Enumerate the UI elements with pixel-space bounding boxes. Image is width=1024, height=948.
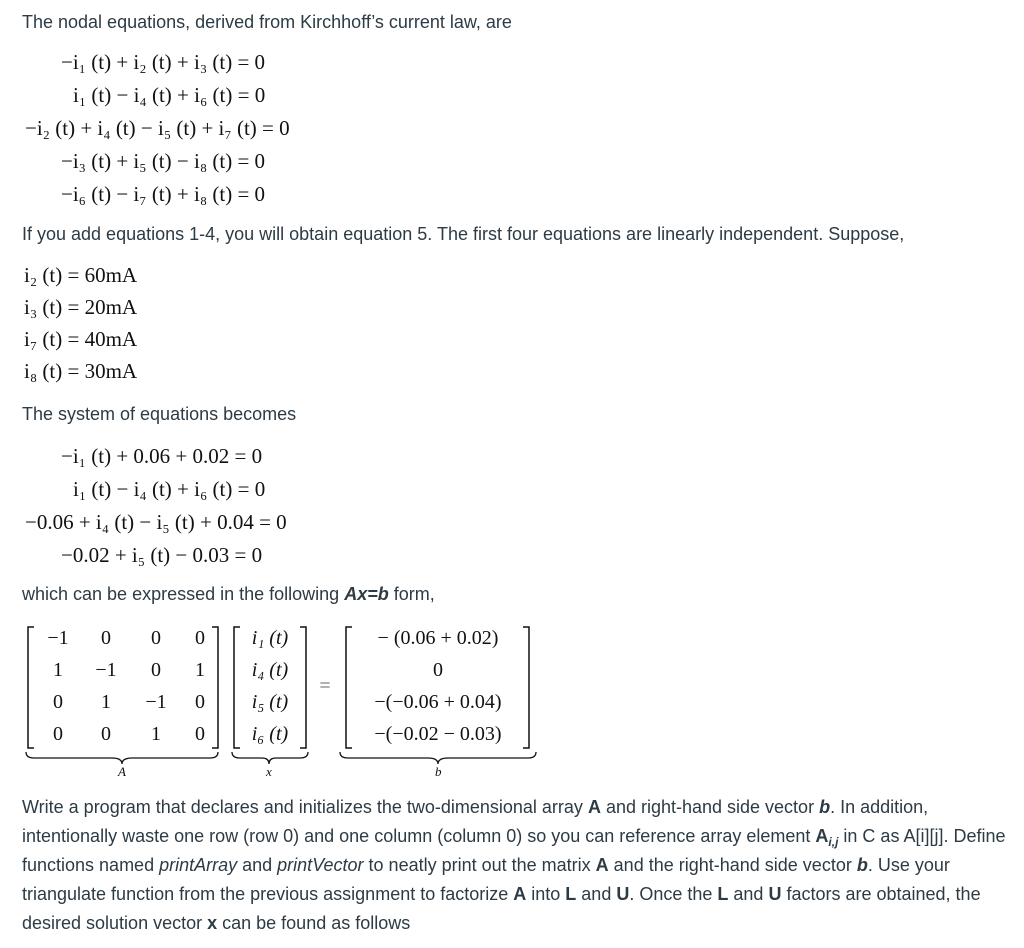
vector-b-entry: −(−0.06 + 0.04) — [374, 691, 502, 713]
matrix-a-cell: 0 — [53, 723, 63, 745]
matrix-a-cell: 0 — [195, 691, 205, 713]
paragraph-run: and right-hand side vector — [600, 797, 820, 817]
paragraph-run: b — [856, 855, 868, 875]
matrix-a-cell: −1 — [145, 691, 167, 713]
paragraph-run: L — [565, 884, 577, 904]
paragraph-run: U — [616, 884, 630, 904]
paragraph-run: b — [819, 797, 831, 817]
axb-text-bold: Ax=b — [344, 584, 389, 604]
paragraph-run: L — [717, 884, 729, 904]
paragraph-run: A — [587, 797, 601, 817]
matrix-a-cell: 1 — [151, 723, 161, 745]
vector-x-entry: i₄ (t) — [251, 659, 289, 681]
matrix-a-cell: 1 — [101, 691, 111, 713]
system-text: The system of equations becomes — [22, 404, 297, 424]
vector-b-entry: − (0.06 + 0.02) — [377, 627, 499, 649]
given-value: i₇ (t) = 40mA — [24, 327, 138, 351]
paragraph-run: and — [237, 855, 278, 875]
paragraph-run: A — [815, 826, 829, 846]
paragraph-run: Write a program that declares and initializes the two-dimensional array — [22, 797, 588, 817]
matrix-a-cell: 0 — [151, 659, 161, 681]
matrix-a-cell: 1 — [53, 659, 63, 681]
matrix-a-cell: 0 — [101, 627, 111, 649]
vector-x-entry: i₅ (t) — [251, 691, 289, 713]
vector-x-entry: i₆ (t) — [251, 723, 289, 745]
label-x: x — [266, 764, 272, 779]
matrix-a-cell: 1 — [195, 659, 205, 681]
vector-x-entry: i₁ (t) — [251, 627, 289, 649]
paragraph-run: A — [595, 855, 609, 875]
paragraph-run: i,j — [828, 835, 839, 849]
paragraph-run: and — [576, 884, 617, 904]
matrix-a-cell: 0 — [53, 691, 63, 713]
given-value: i₈ (t) = 30mA — [24, 359, 138, 383]
kcl-equation: −i₆ (t) − i₇ (t) + i₈ (t) = 0 — [61, 182, 266, 206]
program-paragraph — [22, 793, 1007, 938]
paragraph-run: x — [207, 913, 218, 933]
paragraph-run: U — [768, 884, 782, 904]
matrix-a-cell: −1 — [47, 627, 69, 649]
matrix-a-cell: 0 — [101, 723, 111, 745]
paragraph-run: and — [728, 884, 769, 904]
suppose-text: If you add equations 1-4, you will obtain equation 5. The first four equations are linearly independent. Suppose, — [22, 224, 905, 244]
vector-b-entry: −(−0.02 − 0.03) — [374, 723, 502, 745]
given-value: i₃ (t) = 20mA — [24, 295, 138, 319]
paragraph-run: factors are obtained, the desired solution vector — [22, 884, 981, 933]
paragraph-run: into — [526, 884, 566, 904]
equals-sign: = — [319, 675, 331, 697]
paragraph-run: and the right-hand side vector — [608, 855, 857, 875]
system-equation: i₁ (t) − i₄ (t) + i₆ (t) = 0 — [73, 477, 266, 501]
system-equation: −0.06 + i₄ (t) − i₅ (t) + 0.04 = 0 — [25, 510, 287, 534]
system-equation: −0.02 + i₅ (t) − 0.03 = 0 — [61, 543, 263, 567]
paragraph-run: . In addition, intentionally waste one row (row 0) and one column (column 0) so you can reference array element — [22, 797, 929, 846]
kcl-equation: −i₃ (t) + i₅ (t) − i₈ (t) = 0 — [61, 149, 266, 173]
paragraph-run: A — [513, 884, 527, 904]
paragraph-run: . Use your triangulate function from the previous assignment to factorize — [22, 855, 950, 904]
kcl-equation: −i₁ (t) + i₂ (t) + i₃ (t) = 0 — [61, 50, 266, 74]
paragraph-run: can be found as follows — [217, 913, 411, 933]
kcl-equation: −i₂ (t) + i₄ (t) − i₅ (t) + i₇ (t) = 0 — [25, 116, 290, 140]
kcl-equation: i₁ (t) − i₄ (t) + i₆ (t) = 0 — [73, 83, 266, 107]
system-equation: −i₁ (t) + 0.06 + 0.02 = 0 — [61, 444, 263, 468]
matrix-a-cell: −1 — [95, 659, 117, 681]
paragraph-run: . Once the — [629, 884, 718, 904]
paragraph-run: printArray — [159, 855, 238, 875]
given-value: i₂ (t) = 60mA — [24, 263, 138, 287]
paragraph-run: in C as A[i][j]. Define functions named — [22, 826, 1006, 875]
matrix-a-cell: 0 — [151, 627, 161, 649]
matrix-a-cell: 0 — [195, 627, 205, 649]
axb-text-before: which can be expressed in the following — [22, 584, 345, 604]
paragraph-run: to neatly print out the matrix — [363, 855, 596, 875]
axb-text-after: form, — [388, 584, 435, 604]
matrix-a-cell: 0 — [195, 723, 205, 745]
intro-text: The nodal equations, derived from Kirchhoff’s current law, are — [22, 12, 512, 32]
vector-b-entry: 0 — [433, 659, 443, 681]
label-b: b — [435, 764, 442, 779]
label-a: A — [118, 764, 126, 779]
paragraph-run: printVector — [277, 855, 364, 875]
